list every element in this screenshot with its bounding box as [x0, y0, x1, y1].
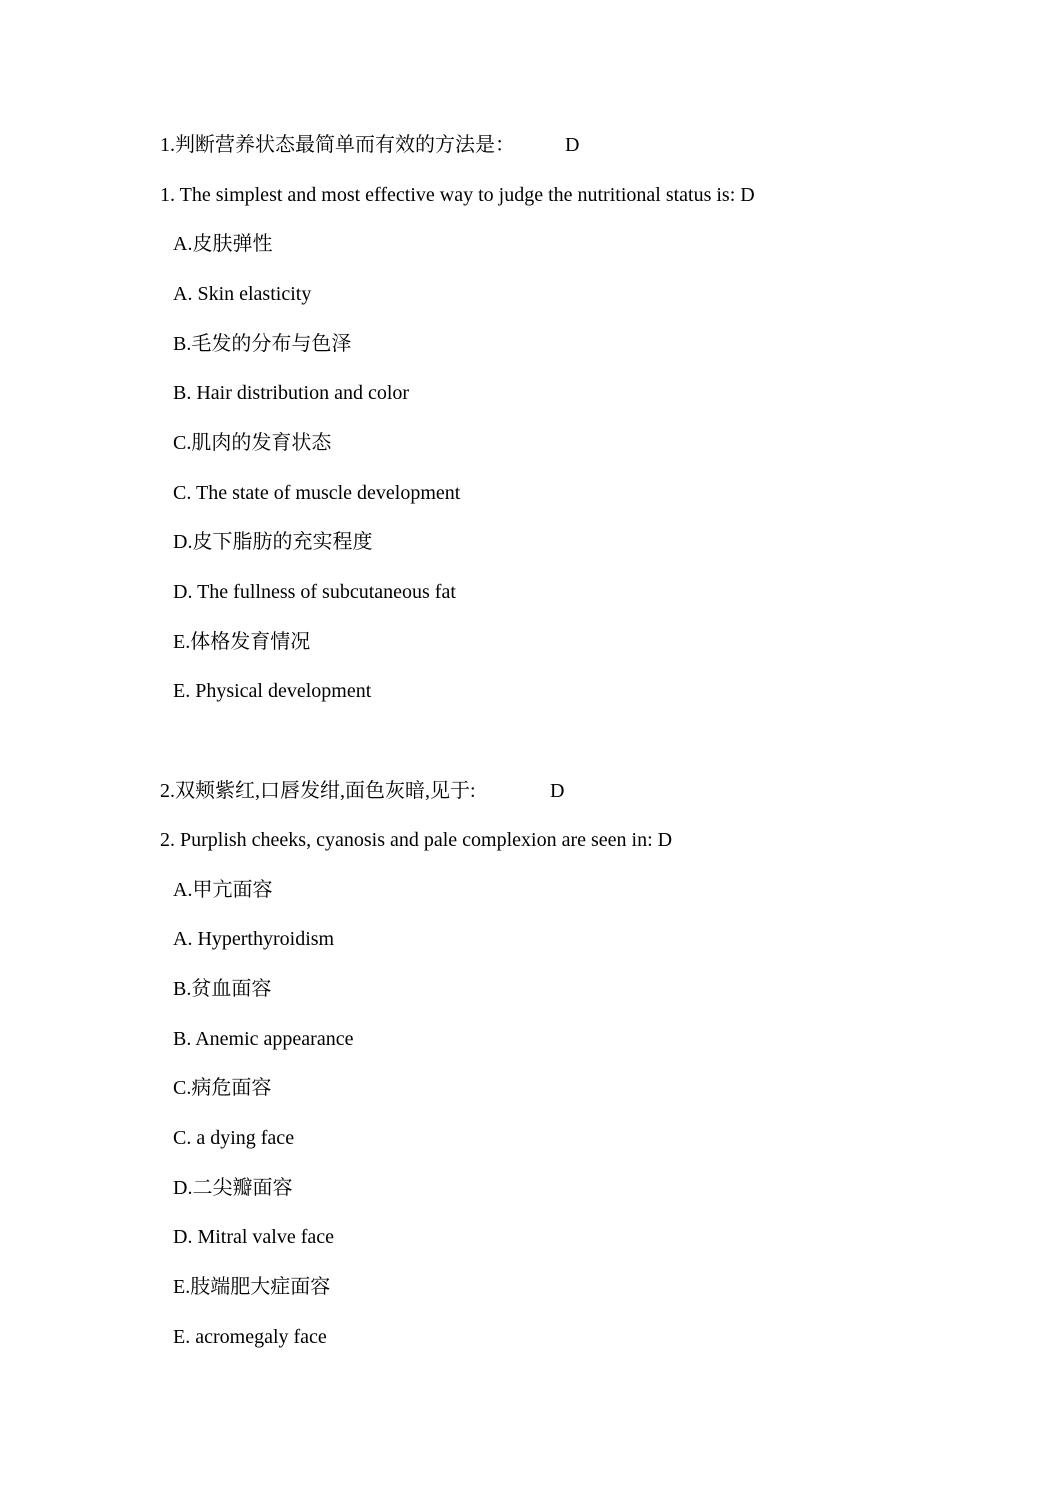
- question-2-option-b-zh: B.贫血面容: [173, 978, 272, 1000]
- question-2-en: 2. Purplish cheeks, cyanosis and pale complexion are seen in: D: [160, 829, 673, 851]
- question-1-zh-text: 1.判断营养状态最简单而有效的方法是：: [160, 134, 515, 156]
- question-2-zh-text: 2.双颊紫红,口唇发绀,面色灰暗,见于:: [160, 780, 476, 802]
- question-1-option-d-en: D. The fullness of subcutaneous fat: [173, 581, 456, 603]
- question-2-option-e-zh: E.肢端肥大症面容: [173, 1276, 331, 1298]
- question-1-option-a-zh: A.皮肤弹性: [173, 233, 273, 255]
- question-1-option-a-en: A. Skin elasticity: [173, 283, 312, 305]
- question-2-option-a-zh: A.甲亢面容: [173, 879, 273, 901]
- question-1-option-b-zh: B.毛发的分布与色泽: [173, 333, 352, 355]
- question-2-option-e-en: E. acromegaly face: [173, 1326, 327, 1348]
- question-2-option-a-en: A. Hyperthyroidism: [173, 928, 335, 950]
- question-1-option-c-en: C. The state of muscle development: [173, 482, 461, 504]
- question-1-en: 1. The simplest and most effective way to judge the nutritional status is: D: [160, 184, 755, 206]
- question-2-zh: [160, 779, 565, 803]
- question-2-option-b-en: B. Anemic appearance: [173, 1028, 354, 1050]
- question-1-option-c-zh: C.肌肉的发育状态: [173, 432, 332, 454]
- question-2-option-d-en: D. Mitral valve face: [173, 1226, 335, 1248]
- question-1-option-d-zh: D.皮下脂肪的充实程度: [173, 531, 373, 553]
- question-2-zh-answer: D: [550, 780, 565, 802]
- question-1-option-e-en: E. Physical development: [173, 680, 372, 702]
- question-2-option-d-zh: D.二尖瓣面容: [173, 1177, 293, 1199]
- question-1-option-b-en: B. Hair distribution and color: [173, 382, 410, 404]
- question-2-option-c-zh: C.病危面容: [173, 1077, 272, 1099]
- question-2-option-c-en: C. a dying face: [173, 1127, 295, 1149]
- question-1-zh: [160, 133, 580, 157]
- question-1-zh-answer: D: [565, 134, 580, 156]
- question-1-option-e-zh: E.体格发育情况: [173, 631, 311, 653]
